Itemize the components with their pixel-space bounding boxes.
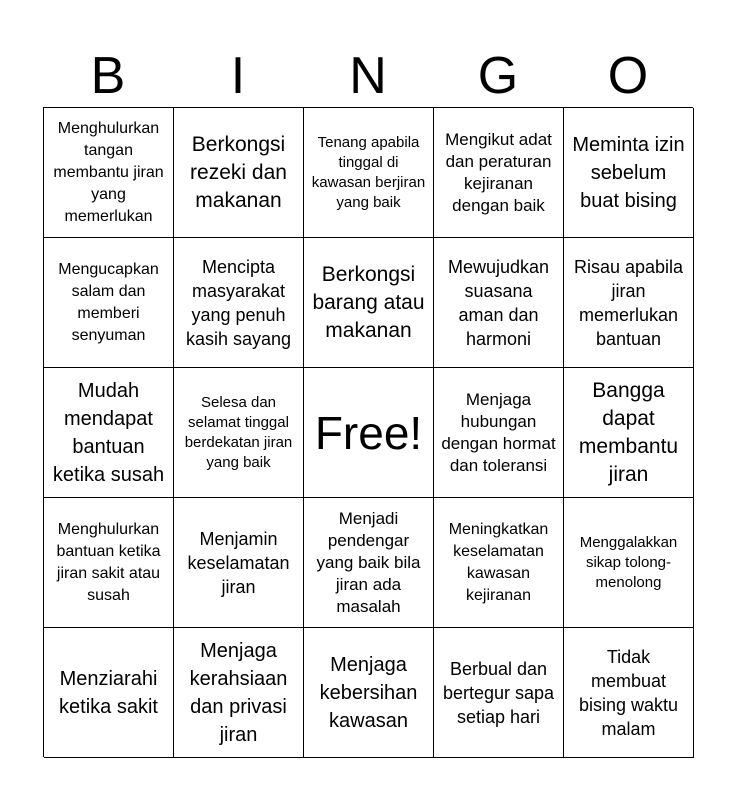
bingo-cell[interactable] bbox=[304, 108, 434, 238]
cell-text: Selesa dan selamat tinggal berdekatan jiran yang baik bbox=[184, 393, 293, 471]
bingo-cell[interactable] bbox=[434, 498, 564, 628]
bingo-cell[interactable] bbox=[434, 628, 564, 758]
bingo-cell[interactable] bbox=[564, 108, 694, 238]
cell-text: Berkongsi barang atau makanan bbox=[312, 262, 425, 342]
bingo-cell[interactable] bbox=[304, 498, 434, 628]
free-space-text: Free! bbox=[314, 406, 423, 459]
header-letter-n: N bbox=[349, 47, 387, 105]
cell-text: Menghulurkan tangan membantu jiran yang memerlukan bbox=[53, 119, 164, 225]
bingo-cell[interactable] bbox=[304, 238, 434, 368]
bingo-header bbox=[43, 46, 693, 106]
bingo-cell[interactable] bbox=[564, 238, 694, 368]
cell-text: Menggalakkan sikap tolong-menolong bbox=[579, 533, 678, 591]
bingo-cell[interactable] bbox=[564, 628, 694, 758]
cell-text: Bangga dapat membantu jiran bbox=[578, 378, 679, 486]
cell-text: Tenang apabila tinggal di kawasan berjiran yang baik bbox=[311, 133, 426, 211]
cell-text: Mudah mendapat bantuan ketika susah bbox=[52, 379, 165, 486]
header-letter-i: I bbox=[230, 47, 246, 105]
bingo-cell[interactable] bbox=[434, 238, 564, 368]
cell-text: Mengucapkan salam dan memberi senyuman bbox=[58, 260, 159, 344]
bingo-cell[interactable] bbox=[44, 628, 174, 758]
bingo-cell[interactable] bbox=[174, 238, 304, 368]
bingo-grid bbox=[43, 107, 693, 757]
cell-text: Berkongsi rezeki dan makanan bbox=[190, 132, 287, 212]
cell-text: Risau apabila jiran memerlukan bantuan bbox=[573, 256, 684, 349]
bingo-cell[interactable] bbox=[434, 108, 564, 238]
bingo-cell[interactable] bbox=[564, 498, 694, 628]
cell-text: Menjamin keselamatan jiran bbox=[187, 528, 290, 597]
cell-text: Mengikut adat dan peraturan kejiranan dengan baik bbox=[445, 129, 552, 215]
cell-text: Menjadi pendengar yang baik bila jiran ada masalah bbox=[316, 508, 421, 616]
cell-text: Meningkatkan keselamatan kawasan kejiranan bbox=[448, 520, 549, 604]
cell-text: Meminta izin sebelum buat bising bbox=[572, 133, 685, 212]
cell-text: Mewujudkan suasana aman dan harmoni bbox=[447, 256, 550, 349]
cell-text: Menghulurkan bantuan ketika jiran sakit atau susah bbox=[56, 520, 161, 604]
header-letter-b: B bbox=[90, 47, 126, 105]
bingo-cell[interactable] bbox=[44, 498, 174, 628]
bingo-cell[interactable] bbox=[44, 238, 174, 368]
cell-text: Mencipta masyarakat yang penuh kasih sayang bbox=[185, 256, 292, 349]
bingo-cell[interactable] bbox=[174, 628, 304, 758]
bingo-cell[interactable] bbox=[304, 628, 434, 758]
bingo-cell[interactable] bbox=[434, 368, 564, 498]
cell-text: Berbual dan bertegur sapa setiap hari bbox=[442, 658, 555, 727]
bingo-cell[interactable] bbox=[174, 368, 304, 498]
bingo-cell[interactable] bbox=[44, 108, 174, 238]
cell-text: Menjaga hubungan dengan hormat dan toleransi bbox=[441, 389, 556, 475]
bingo-cell[interactable] bbox=[174, 498, 304, 628]
bingo-free-cell[interactable] bbox=[304, 368, 434, 498]
cell-text: Menjaga kerahsiaan dan privasi jiran bbox=[189, 639, 288, 746]
cell-text: Menziarahi ketika sakit bbox=[59, 667, 158, 718]
cell-text: Tidak membuat bising waktu malam bbox=[578, 646, 679, 739]
cell-text: Menjaga kebersihan kawasan bbox=[319, 653, 418, 732]
header-letter-o: O bbox=[607, 47, 649, 105]
bingo-cell[interactable] bbox=[564, 368, 694, 498]
bingo-cell[interactable] bbox=[174, 108, 304, 238]
bingo-cell[interactable] bbox=[44, 368, 174, 498]
header-letter-g: G bbox=[477, 47, 519, 105]
